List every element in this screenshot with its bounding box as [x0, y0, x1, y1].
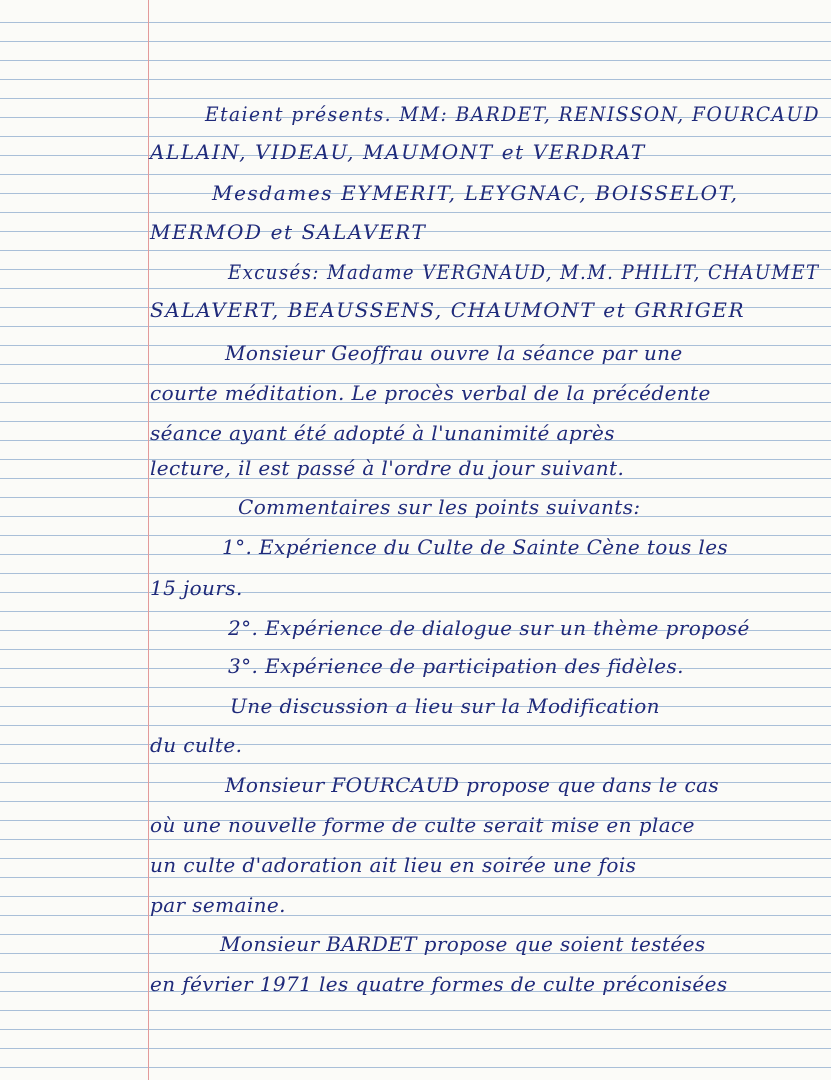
body-line-4: lecture, il est passé à l'ordre du jour suivant. [150, 456, 625, 480]
body-line-1: Monsieur Geoffrau ouvre la séance par une [225, 341, 683, 365]
excused-line-2: SALAVERT, BEAUSSENS, CHAUMONT et GRRIGER [150, 298, 746, 322]
excused-line-1: Excusés: Madame VERGNAUD, M.M. PHILIT, CHAUMET [228, 260, 820, 284]
fourcaud-line-2: où une nouvelle forme de culte serait mise en place [150, 813, 695, 837]
discussion-line-2: du culte. [150, 733, 243, 757]
body-line-3: séance ayant été adopté à l'unanimité après [150, 421, 615, 445]
bardet-line-1: Monsieur BARDET propose que soient testées [220, 932, 706, 956]
fourcaud-line-3: un culte d'adoration ait lieu en soirée une fois [150, 853, 637, 877]
attendees-line-2: ALLAIN, VIDEAU, MAUMONT et VERDRAT [150, 140, 646, 164]
fourcaud-line-4: par semaine. [150, 893, 286, 917]
bardet-line-2: en février 1971 les quatre formes de culte préconisées [150, 972, 728, 996]
attendees-line-3: Mesdames EYMERIT, LEYGNAC, BOISSELOT, [212, 181, 739, 205]
point-2: 2°. Expérience de dialogue sur un thème proposé [228, 616, 750, 640]
body-line-2: courte méditation. Le procès verbal de la précédente [150, 381, 711, 405]
point-1-line-1: 1°. Expérience du Culte de Sainte Cène tous les [222, 535, 729, 559]
fourcaud-line-1: Monsieur FOURCAUD propose que dans le cas [225, 773, 720, 797]
discussion-line-1: Une discussion a lieu sur la Modification [230, 694, 660, 718]
attendees-line-4: MERMOD et SALAVERT [150, 220, 427, 244]
point-3: 3°. Expérience de participation des fidèles. [228, 654, 684, 678]
points-heading: Commentaires sur les points suivants: [238, 495, 641, 519]
attendees-line-1: Etaient présents. MM: BARDET, RENISSON, FOURCAUD [205, 102, 821, 126]
point-1-line-2: 15 jours. [150, 576, 243, 600]
